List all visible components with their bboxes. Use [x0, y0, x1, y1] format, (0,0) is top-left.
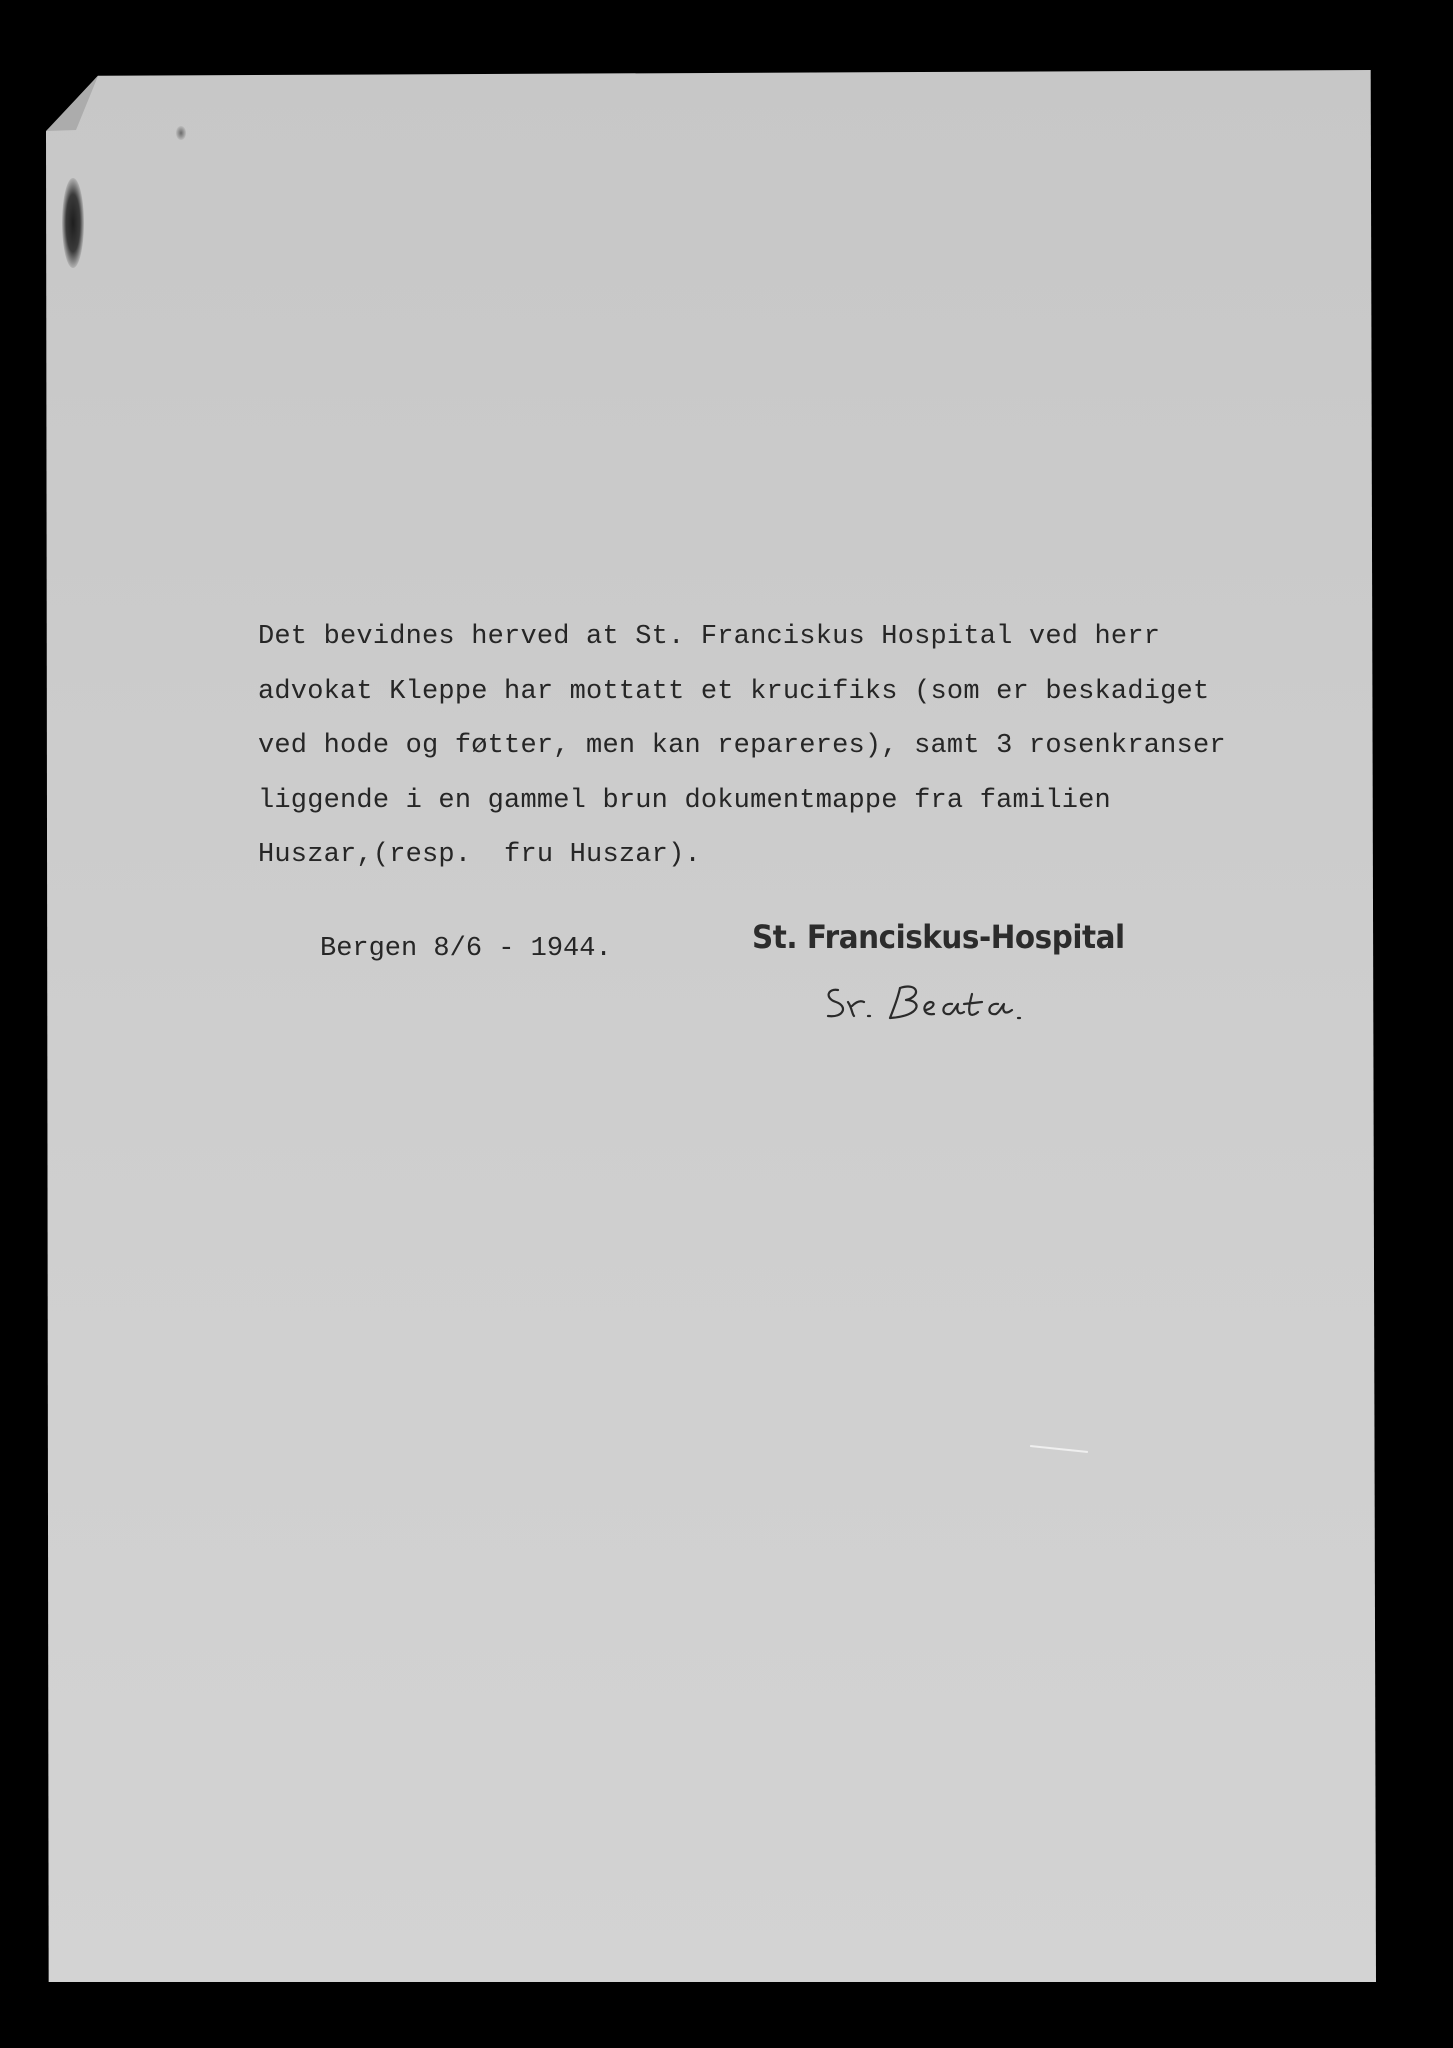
text-line: liggende i en gammel brun dokumentmappe fra familien [258, 785, 1111, 816]
typed-attestation-text [258, 610, 1258, 883]
text-line: advokat Kleppe har mottatt et krucifiks (som er beskadiget [258, 676, 1210, 707]
place-date-line: Bergen 8/6 - 1944. [320, 934, 612, 964]
punch-hole-mark [62, 178, 84, 268]
speck-mark [176, 126, 186, 140]
text-line: ved hode og føtter, men kan repareres), samt 3 rosenkranser [258, 731, 1226, 761]
hospital-stamp: St. Franciskus-Hospital [752, 918, 1125, 956]
handwritten-signature [818, 972, 1088, 1032]
paper-sheet [46, 70, 1376, 1982]
text-line: Huszar,(resp. fru Huszar). [258, 840, 701, 870]
text-line: Det bevidnes herved at St. Franciskus Hospital ved herr [258, 622, 1161, 652]
